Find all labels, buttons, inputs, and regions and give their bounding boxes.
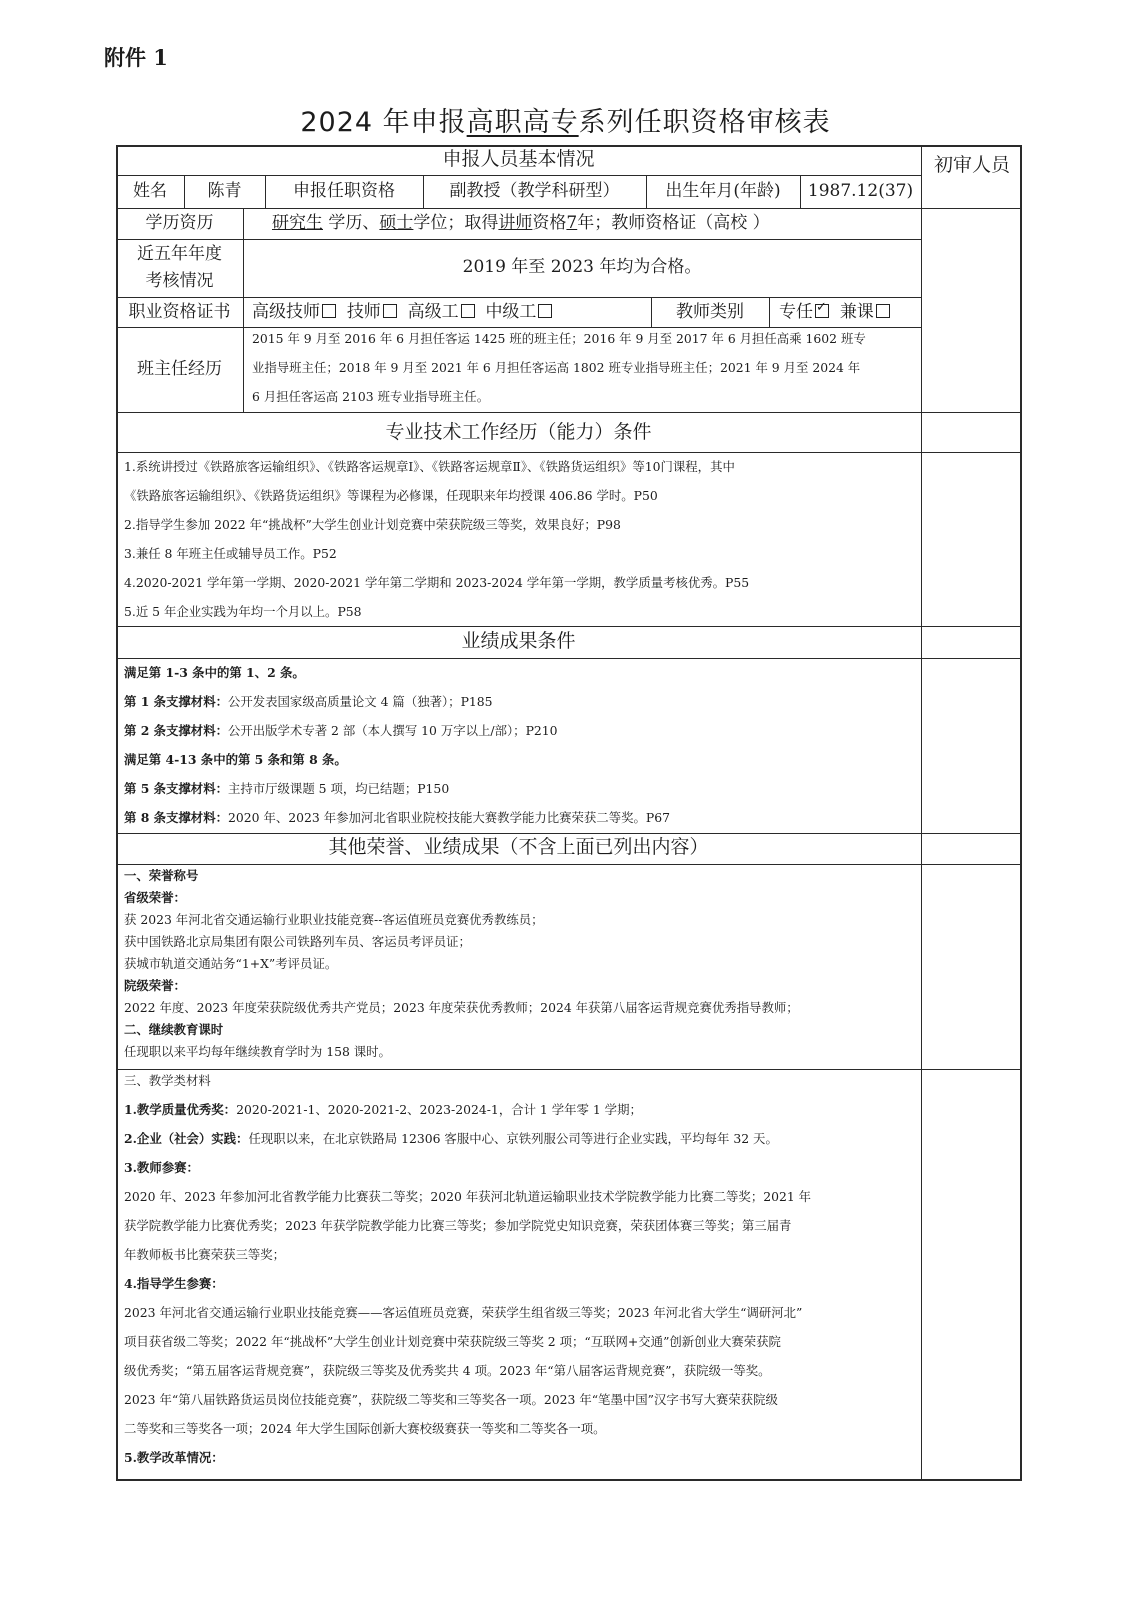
teaching-item-label: 4.指导学生参赛： [124,1276,224,1291]
teaching-line: 年教师板书比赛荣获三等奖； [124,1247,286,1262]
checkbox-technician[interactable] [383,304,397,318]
teaching-item: 2.企业（社会）实践：任现职以来，在北京铁路局 12306 客服中心、京铁列服公司等进行企业实践，平均每年 32 天。 [124,1131,778,1146]
teaching-item-label: 5.教学改革情况： [124,1450,224,1465]
checkbox-senior-technician[interactable] [322,304,336,318]
tech-line: 5.近 5 年企业实践为年均一个月以上。P58 [124,604,362,619]
teaching-line: 2023 年“第八届铁路货运员岗位技能竞赛”，获院级二等奖和三等奖各一项。2023 年“笔墨中国”汉字书写大赛荣获院级 [124,1392,778,1407]
honor-line: 省级荣誉： [124,890,186,905]
head-teacher-line: 业指导班主任；2018 年 9 月至 2021 年 6 月担任客运高 1802 班专业指导班主任；2021 年 9 月至 2024 年 [252,360,861,375]
perf-item: 第 1 条支撑材料：公开发表国家级高质量论文 4 篇（独著）；P185 [124,694,493,709]
other-section-title: 其他荣誉、业绩成果（不含上面已列出内容） [328,836,709,858]
honor-line: 任现职以来平均每年继续教育学时为 158 课时。 [124,1044,391,1059]
perf-item: 第 2 条支撑材料：公开出版学术专著 2 部（本人撰写 10 万字以上/部）；P210 [124,723,558,738]
page-title: 2024 年申报高职高专系列任职资格审核表 [300,107,831,138]
teaching-line: 二等奖和三等奖各一项；2024 年大学生国际创新大赛校级赛获一等奖和二等奖各一项。 [124,1421,606,1436]
perf-item: 第 5 条支撑材料：主持市厅级课题 5 项，均已结题；P150 [124,781,450,796]
perf-item: 满足第 1-3 条中的第 1、2 条。 [124,665,305,680]
qualification-label: 申报任职资格 [293,181,395,201]
evaluation-value: 2019 年至 2023 年均为合格。 [462,257,702,277]
honor-line: 获 2023 年河北省交通运输行业职业技能竞赛--客运值班员竞赛优秀教练员； [124,912,544,927]
certificate-options: 高级技师 技师 高级工 中级工 [252,302,552,322]
perf-section-title: 业绩成果条件 [461,630,576,652]
head-teacher-line: 2015 年 9 月至 2016 年 6 月担任客运 1425 班的班主任；2016 年 9 月至 2017 年 6 月担任高乘 1602 班专 [252,331,866,346]
checkbox-parttime[interactable] [876,304,890,318]
honor-line: 获中国铁路北京局集团有限公司铁路列车员、客运员考评员证； [124,934,471,949]
evaluation-label: 近五年年度 考核情况 [137,244,222,291]
birth-value: 1987.12(37) [807,181,914,201]
education-label: 学历资历 [145,213,214,233]
tech-line: 4.2020-2021 学年第一学期、2020-2021 学年第二学期和 2023-2024 学年第一学期，教学质量考核优秀。P55 [124,575,750,590]
tech-line: 3.兼任 8 年班主任或辅导员工作。P52 [124,546,337,561]
teacher-type-options: 专任✓ 兼课 [779,302,890,322]
honor-line: 2022 年度、2023 年度荣获院级优秀共产党员；2023 年度荣获优秀教师；2024 年获第八届客运背规竞赛优秀指导教师； [124,1000,799,1015]
attachment-label: 附件 1 [104,45,168,70]
checkbox-intermediate-worker[interactable] [538,304,552,318]
tech-section-title: 专业技术工作经历（能力）条件 [385,421,652,443]
head-teacher-label: 班主任经历 [137,359,222,379]
perf-item: 第 8 条支撑材料：2020 年、2023 年参加河北省职业院校技能大赛教学能力比赛荣获二等奖。P67 [124,810,670,825]
teaching-line: 2023 年河北省交通运输行业职业技能竞赛——客运值班员竞赛，荣获学生组省级三等奖；2023 年河北省大学生“调研河北” [124,1305,803,1320]
reviewer-header: 初审人员 [933,154,1010,176]
education-value: 研究生 学历、硕士学位；取得讲师资格7年；教师资格证（高校 ） [272,213,770,233]
head-teacher-line: 6 月担任客运高 2103 班专业指导班主任。 [252,389,490,404]
birth-label: 出生年月(年龄) [665,181,781,201]
tech-line: 2.指导学生参加 2022 年“挑战杯”大学生创业计划竞赛中荣获院级三等奖，效果良好；P98 [124,517,621,532]
teaching-line: 2020 年、2023 年参加河北省教学能力比赛获二等奖；2020 年获河北轨道运输职业技术学院教学能力比赛二等奖；2021 年 [124,1189,812,1204]
name-label: 姓名 [133,181,167,201]
checkbox-fulltime[interactable] [815,304,829,318]
tech-line: 1.系统讲授过《铁路旅客运输组织》、《铁路客运规章Ⅰ》、《铁路客运规章Ⅱ》、《铁路货运组织》等10门课程，其中 [124,459,735,474]
teaching-line: 项目获省级二等奖；2022 年“挑战杯”大学生创业计划竞赛中荣获院级三等奖 2 项；“互联网+交通”创新创业大赛荣获院 [124,1334,781,1349]
basic-info-title: 申报人员基本情况 [442,148,595,170]
teaching-item: 1.教学质量优秀奖：2020-2021-1、2020-2021-2、2023-2024-1，合计 1 学年零 1 学期； [124,1102,642,1117]
qualification-value: 副教授（教学科研型） [449,181,620,201]
honor-line: 获城市轨道交通站务“1+X”考评员证。 [124,956,338,971]
teacher-type-label: 教师类别 [676,302,744,322]
tech-line: 《铁路旅客运输组织》、《铁路货运组织》等课程为必修课，任现职来年均授课 406.86 学时。P50 [124,488,658,503]
name-value: 陈青 [207,181,242,201]
teaching-line: 级优秀奖；“第五届客运背规竞赛”，获院级三等奖及优秀奖共 4 项。2023 年“第八届客运背规竞赛”，获院级一等奖。 [124,1363,771,1378]
honor-line: 二、继续教育课时 [124,1022,224,1037]
perf-item: 满足第 4-13 条中的第 5 条和第 8 条。 [124,752,347,767]
honor-line: 院级荣誉： [124,978,186,993]
teaching-item-label: 3.教师参赛： [124,1160,199,1175]
teaching-title: 三、教学类材料 [124,1073,211,1088]
certificate-label: 职业资格证书 [128,302,231,322]
teaching-line: 获学院教学能力比赛优秀奖；2023 年获学院教学能力比赛三等奖；参加学院党史知识竞赛，荣获团体赛三等奖；第三届青 [124,1218,792,1233]
checkbox-senior-worker[interactable] [461,304,475,318]
honor-line: 一、荣誉称号 [124,868,199,883]
